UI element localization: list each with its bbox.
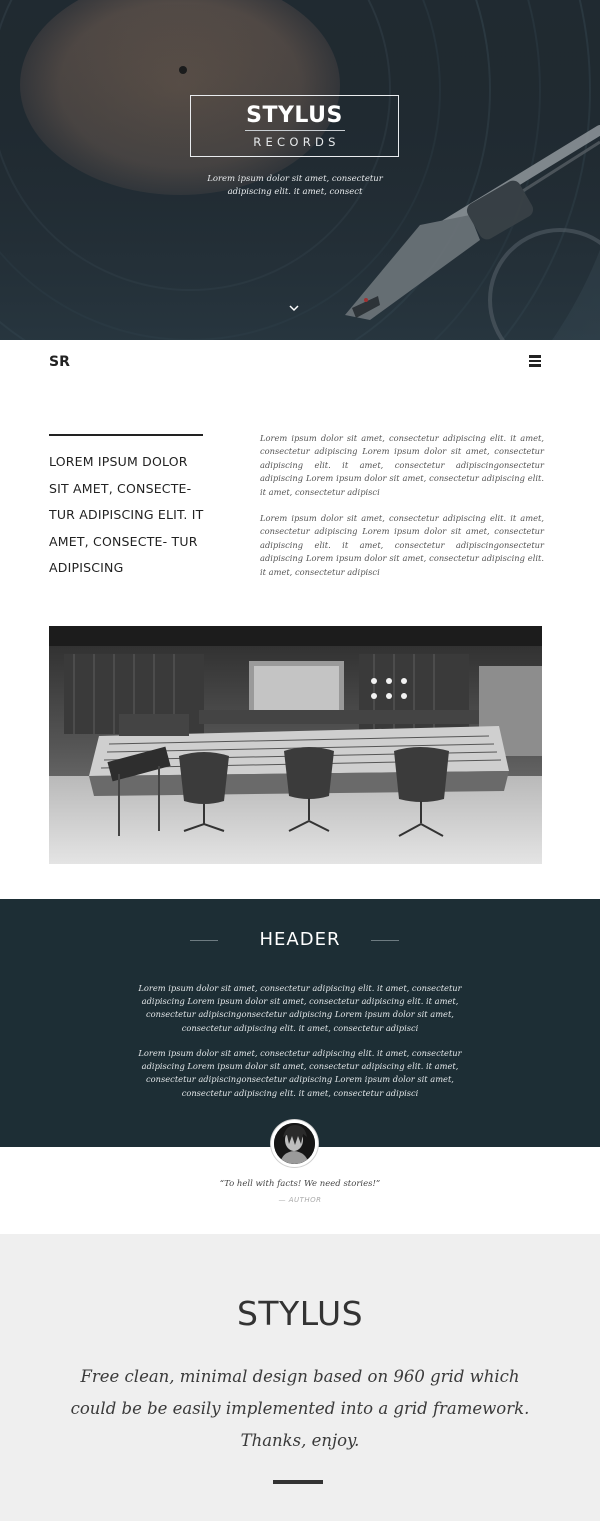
brand-logo [190,95,399,157]
nav-logo[interactable]: SR [49,354,70,370]
header-paragraph-1: Lorem ipsum dolor sit amet, consectetur adipiscing elit. it amet, consectetur adipiscing Lorem ipsum dolor sit amet, consectetur adipiscing elit. it amet, consectetur adipiscingonsectetur adipiscing Lorem ipsum dolor sit amet, consectetur adipiscing elit. it amet, consectetur adipisci [138,983,462,1033]
studio-photo [49,626,542,864]
brand-title: STYLUS [246,103,343,128]
author-avatar [271,1120,318,1167]
footer [0,1234,600,1521]
intro-paragraph-2: Lorem ipsum dolor sit amet, consectetur adipiscing elit. it amet, consectetur adipiscing Lorem ipsum dolor sit amet, consectetur adipiscing elit. it amet, consectetur adipiscingonsectetur adipiscing Lorem ipsum dolor sit amet, consectetur adipiscing elit. it amet, consectetur adipisci [260,513,544,577]
chevron-down-icon[interactable] [287,302,301,314]
intro-heading: LOREM IPSUM DOLOR SIT AMET, CONSECTE- TUR ADIPISCING ELIT. IT AMET, CONSECTE- TUR ADIPISCING [49,454,204,575]
hero-tagline: Lorem ipsum dolor sit amet, consectetur adipiscing elit. it amet, consect [207,174,383,197]
quote-text: “To hell with facts! We need stories!” [219,1179,381,1189]
vinyl-record-image [0,0,600,340]
intro-paragraph-1: Lorem ipsum dolor sit amet, consectetur adipiscing elit. it amet, consectetur adipiscing Lorem ipsum dolor sit amet, consectetur adipiscing elit. it amet, consectetur adipiscingonsectetur adipiscing Lorem ipsum dolor sit amet, consectetur adipiscing elit. it amet, consectetur adipisci [260,433,544,497]
header-right-line [371,940,399,941]
intro-divider [49,434,203,436]
brand-subtitle: RECORDS [253,135,340,149]
brand-divider [245,130,345,131]
hamburger-menu-icon[interactable] [529,355,541,367]
quote-author: — AUTHOR [278,1196,322,1204]
hero-banner [0,0,600,340]
footer-description: Free clean, minimal design based on 960 grid which could be be easily implemented into a grid framework. Thanks, enjoy. [70,1367,530,1450]
section-header: HEADER [259,929,341,950]
header-section [0,899,600,1147]
footer-divider [273,1480,323,1484]
footer-title: STYLUS [236,1294,364,1333]
header-paragraph-2: Lorem ipsum dolor sit amet, consectetur adipiscing elit. it amet, consectetur adipiscing Lorem ipsum dolor sit amet, consectetur adipiscing elit. it amet, consectetur adipiscingonsectetur adipiscing Lorem ipsum dolor sit amet, consectetur adipiscing elit. it amet, consectetur adipisci [138,1048,462,1098]
top-nav [0,340,600,385]
